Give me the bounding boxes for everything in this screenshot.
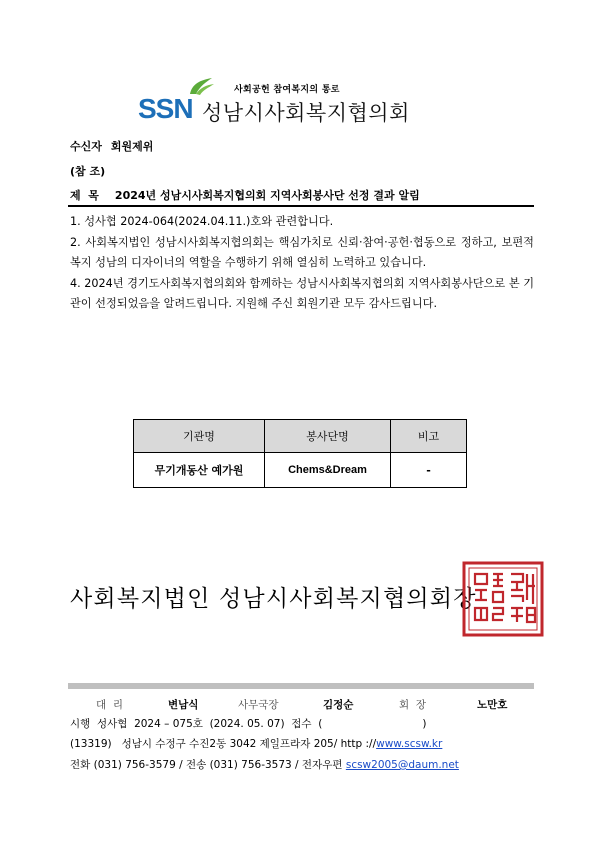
header-org: 기관명 — [134, 420, 265, 453]
header-group: 봉사단명 — [265, 420, 391, 453]
logo-abbr: SSN — [138, 93, 193, 124]
reference-label: (참 조) — [70, 165, 106, 178]
signature-line — [96, 697, 123, 712]
drafter-label: 대 리 — [96, 699, 123, 711]
director-label: 사무국장 — [238, 699, 279, 711]
paragraph-3: 4. 2024년 경기도사회복지협의회와 함께하는 성남시사회복지협의회 지역사회봉사단으로 본 기관이 선정되었음을 알려드립니다. 지원해 주신 회원기관 모두 감사드립니다. — [70, 276, 534, 310]
drafter-name: 변남식 — [168, 699, 199, 711]
reference-line — [70, 163, 105, 179]
paragraph-1: 1. 성사협 2024-064(2024.04.11.)호와 관련합니다. — [70, 215, 334, 228]
president-name: 노만호 — [477, 699, 508, 711]
body-content — [70, 212, 534, 315]
table-header-row — [134, 420, 467, 453]
recipient-label: 수신자 — [70, 140, 102, 153]
recipient-value: 회원제위 — [110, 140, 154, 153]
selection-table — [133, 419, 467, 488]
subject-value: 2024년 성남시사회복지협의회 지역사회봉사단 선정 결과 알림 — [114, 189, 420, 202]
footer-divider-bar — [68, 683, 534, 689]
cell-group: Chems&Dream — [265, 453, 391, 488]
paragraph-2: 2. 사회복지법인 성남시사회복지협의회는 핵심가치로 신뢰·참여·공헌·협동으로 정하고, 보편적 복지 성남의 디자이너의 역할을 수행하기 위해 열심히 노력하고 있습니다. — [70, 235, 534, 269]
subject-label: 제 목 — [70, 189, 99, 202]
org-name-logo: 성남시사회복지협의회 — [202, 101, 410, 125]
president-label: 회 장 — [399, 699, 426, 711]
director-name: 김정순 — [323, 699, 354, 711]
website-link[interactable]: www.scsw.kr — [376, 738, 443, 750]
address-line — [70, 736, 442, 751]
cell-note: - — [391, 453, 467, 488]
sender-name: 사회복지법인 성남시사회복지협의회장 — [70, 586, 477, 612]
official-seal-icon — [461, 560, 545, 638]
cell-org: 무기개동산 예가원 — [134, 453, 265, 488]
tagline: 사회공헌 참여복지의 통로 — [234, 85, 340, 95]
enforcement-line: 시행 성사협 2024 – 075호 (2024. 05. 07) 접수 ( ) — [70, 718, 427, 730]
address-text: (13319) 성남시 수정구 수진2동 3042 제일프라자 205/ http :// — [70, 738, 377, 750]
recipient-line — [70, 138, 153, 154]
header-note: 비고 — [391, 420, 467, 453]
table-row — [134, 453, 467, 488]
contact-line — [70, 757, 459, 772]
email-link[interactable]: scsw2005@daum.net — [345, 759, 459, 771]
contact-text: 전화 (031) 756-3579 / 전송 (031) 756-3573 / 전자우편 — [70, 759, 346, 771]
subject-divider — [68, 205, 534, 207]
subject-line — [70, 187, 420, 203]
